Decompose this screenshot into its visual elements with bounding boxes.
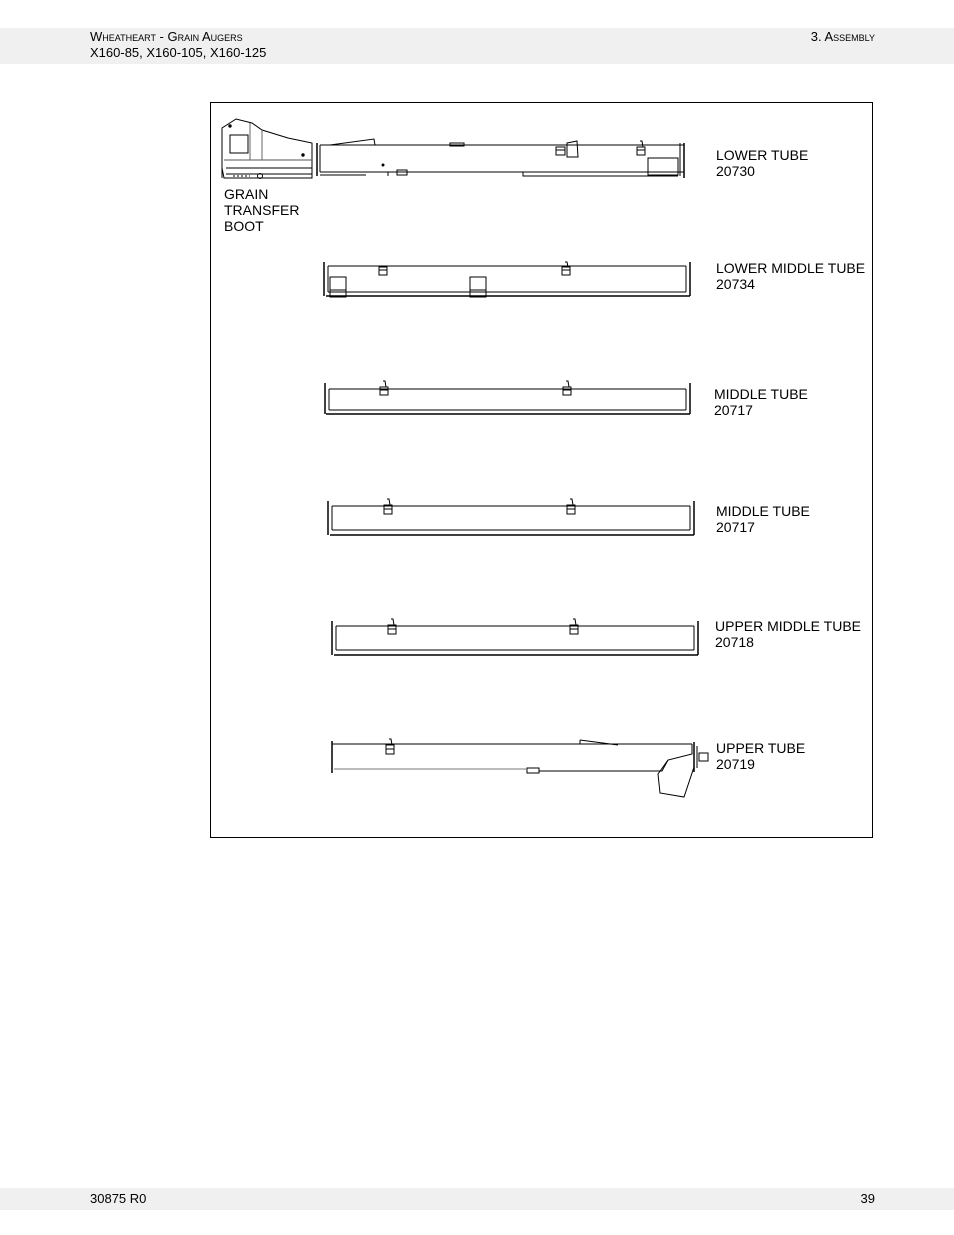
middle-tube-1-label bbox=[714, 386, 808, 418]
model-list: X160-85, X160-105, X160-125 bbox=[90, 45, 267, 60]
part-name: LOWER TUBE bbox=[716, 147, 809, 163]
part-number: 20734 bbox=[716, 276, 755, 292]
figure-frame bbox=[210, 102, 873, 838]
upper-tube-label bbox=[716, 740, 805, 772]
lower-middle-tube-label bbox=[716, 260, 865, 292]
page-header bbox=[0, 28, 954, 64]
document-number: 30875 R0 bbox=[90, 1191, 147, 1206]
middle-tube-2-label bbox=[716, 503, 810, 535]
part-number: 20718 bbox=[715, 634, 754, 650]
boot-label-line-1: GRAIN bbox=[224, 186, 269, 202]
page-number: 39 bbox=[860, 1191, 875, 1206]
part-name: UPPER MIDDLE TUBE bbox=[715, 618, 861, 634]
page-footer bbox=[0, 1188, 954, 1210]
boot-label-line-3: BOOT bbox=[224, 218, 264, 234]
boot-label-line-2: TRANSFER bbox=[224, 202, 300, 218]
lower-tube-label bbox=[716, 147, 808, 179]
part-number: 20719 bbox=[716, 756, 755, 772]
part-number: 20730 bbox=[716, 163, 755, 179]
part-name: MIDDLE TUBE bbox=[716, 503, 810, 519]
document-title: Wheatheart - Grain Augers bbox=[90, 29, 243, 44]
part-name: LOWER MIDDLE TUBE bbox=[716, 260, 866, 276]
part-name: UPPER TUBE bbox=[716, 740, 806, 756]
upper-middle-tube-label bbox=[715, 618, 861, 650]
grain-transfer-boot-label bbox=[224, 186, 299, 234]
header-left bbox=[90, 29, 266, 61]
part-number: 20717 bbox=[714, 402, 753, 418]
part-number: 20717 bbox=[716, 519, 755, 535]
part-name: MIDDLE TUBE bbox=[714, 386, 808, 402]
section-title: 3. Assembly bbox=[810, 29, 875, 44]
